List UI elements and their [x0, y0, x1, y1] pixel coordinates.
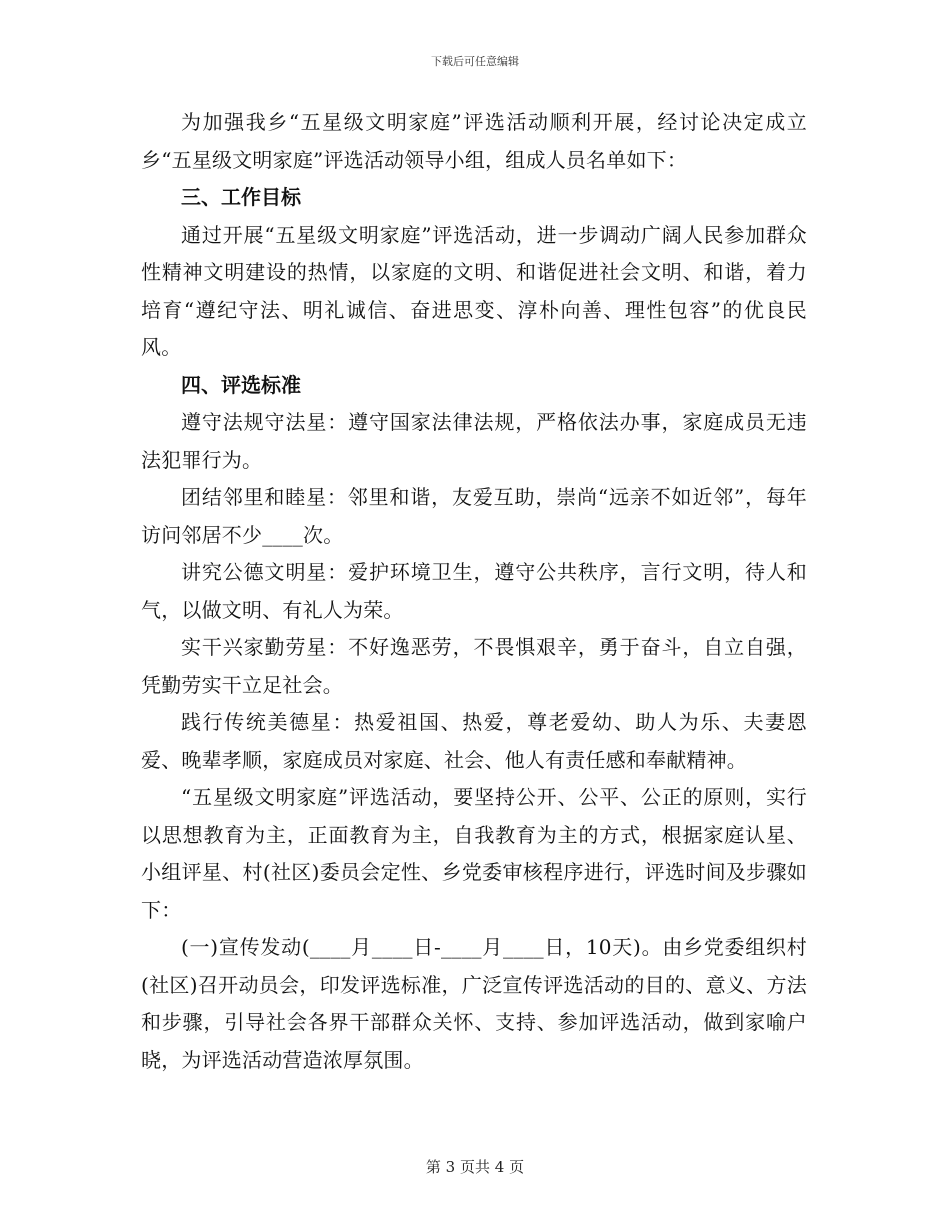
heading-selection-criteria: 四、评选标准: [181, 372, 301, 397]
heading-work-goals: 三、工作目标: [181, 185, 301, 209]
paragraph-leadership-group: 为加强我乡“五星级文明家庭”评选活动顺利开展，经讨论决定成立乡“五星级文明家庭”评选活动领导小组，组成人员名单如下：: [141, 110, 807, 172]
paragraph-step-one-publicity: (一)宣传发动(____月____日-____月____日，10天)。由乡党委组织村(社区)召开动员会，印发评选标准，广泛宣传评选活动的目的、意义、方法和步骤，引导社会各界干部群众关怀、支持、参加评选活动，做到家喻户晓，为评选活动营造浓厚氛围。: [141, 935, 807, 1072]
page-number: 第 3 页共 4 页: [425, 1158, 525, 1176]
paragraph-virtue-star: 践行传统美德星：热爱祖国、热爱，尊老爱幼、助人为乐、夫妻恩爱、晚辈孝顺，家庭成员对家庭、社会、他人有责任感和奉献精神。: [141, 710, 807, 772]
paragraph-work-goals: 通过开展“五星级文明家庭”评选活动，进一步调动广阔人民参加群众性精神文明建设的热情，以家庭的文明、和谐促进社会文明、和谐，着力培育“遵纪守法、明礼诚信、奋进思变、淳朴向善、理性包容”的优良民风。: [141, 222, 807, 359]
paragraph-law-star: 遵守法规守法星：遵守国家法律法规，严格依法办事，家庭成员无违法犯罪行为。: [141, 410, 807, 472]
page-header: 下载后可任意编辑: [431, 55, 519, 68]
paragraph-civility-star: 讲究公德文明星：爱护环境卫生，遵守公共秩序，言行文明，待人和气，以做文明、有礼人为荣。: [141, 560, 807, 622]
paragraph-diligence-star: 实干兴家勤劳星：不好逸恶劳，不畏惧艰辛，勇于奋斗，自立自强，凭勤劳实干立足社会。: [141, 635, 807, 697]
paragraph-harmony-star: 团结邻里和睦星：邻里和谐，友爱互助，崇尚“远亲不如近邻”，每年访问邻居不少____次。: [141, 485, 807, 547]
paragraph-selection-principles: “五星级文明家庭”评选活动，要坚持公开、公平、公正的原则，实行以思想教育为主，正面教育为主，自我教育为主的方式，根据家庭认星、小组评星、村(社区)委员会定性、乡党委审核程序进行，评选时间及步骤如下：: [141, 785, 807, 922]
document-body: [141, 104, 807, 1079]
